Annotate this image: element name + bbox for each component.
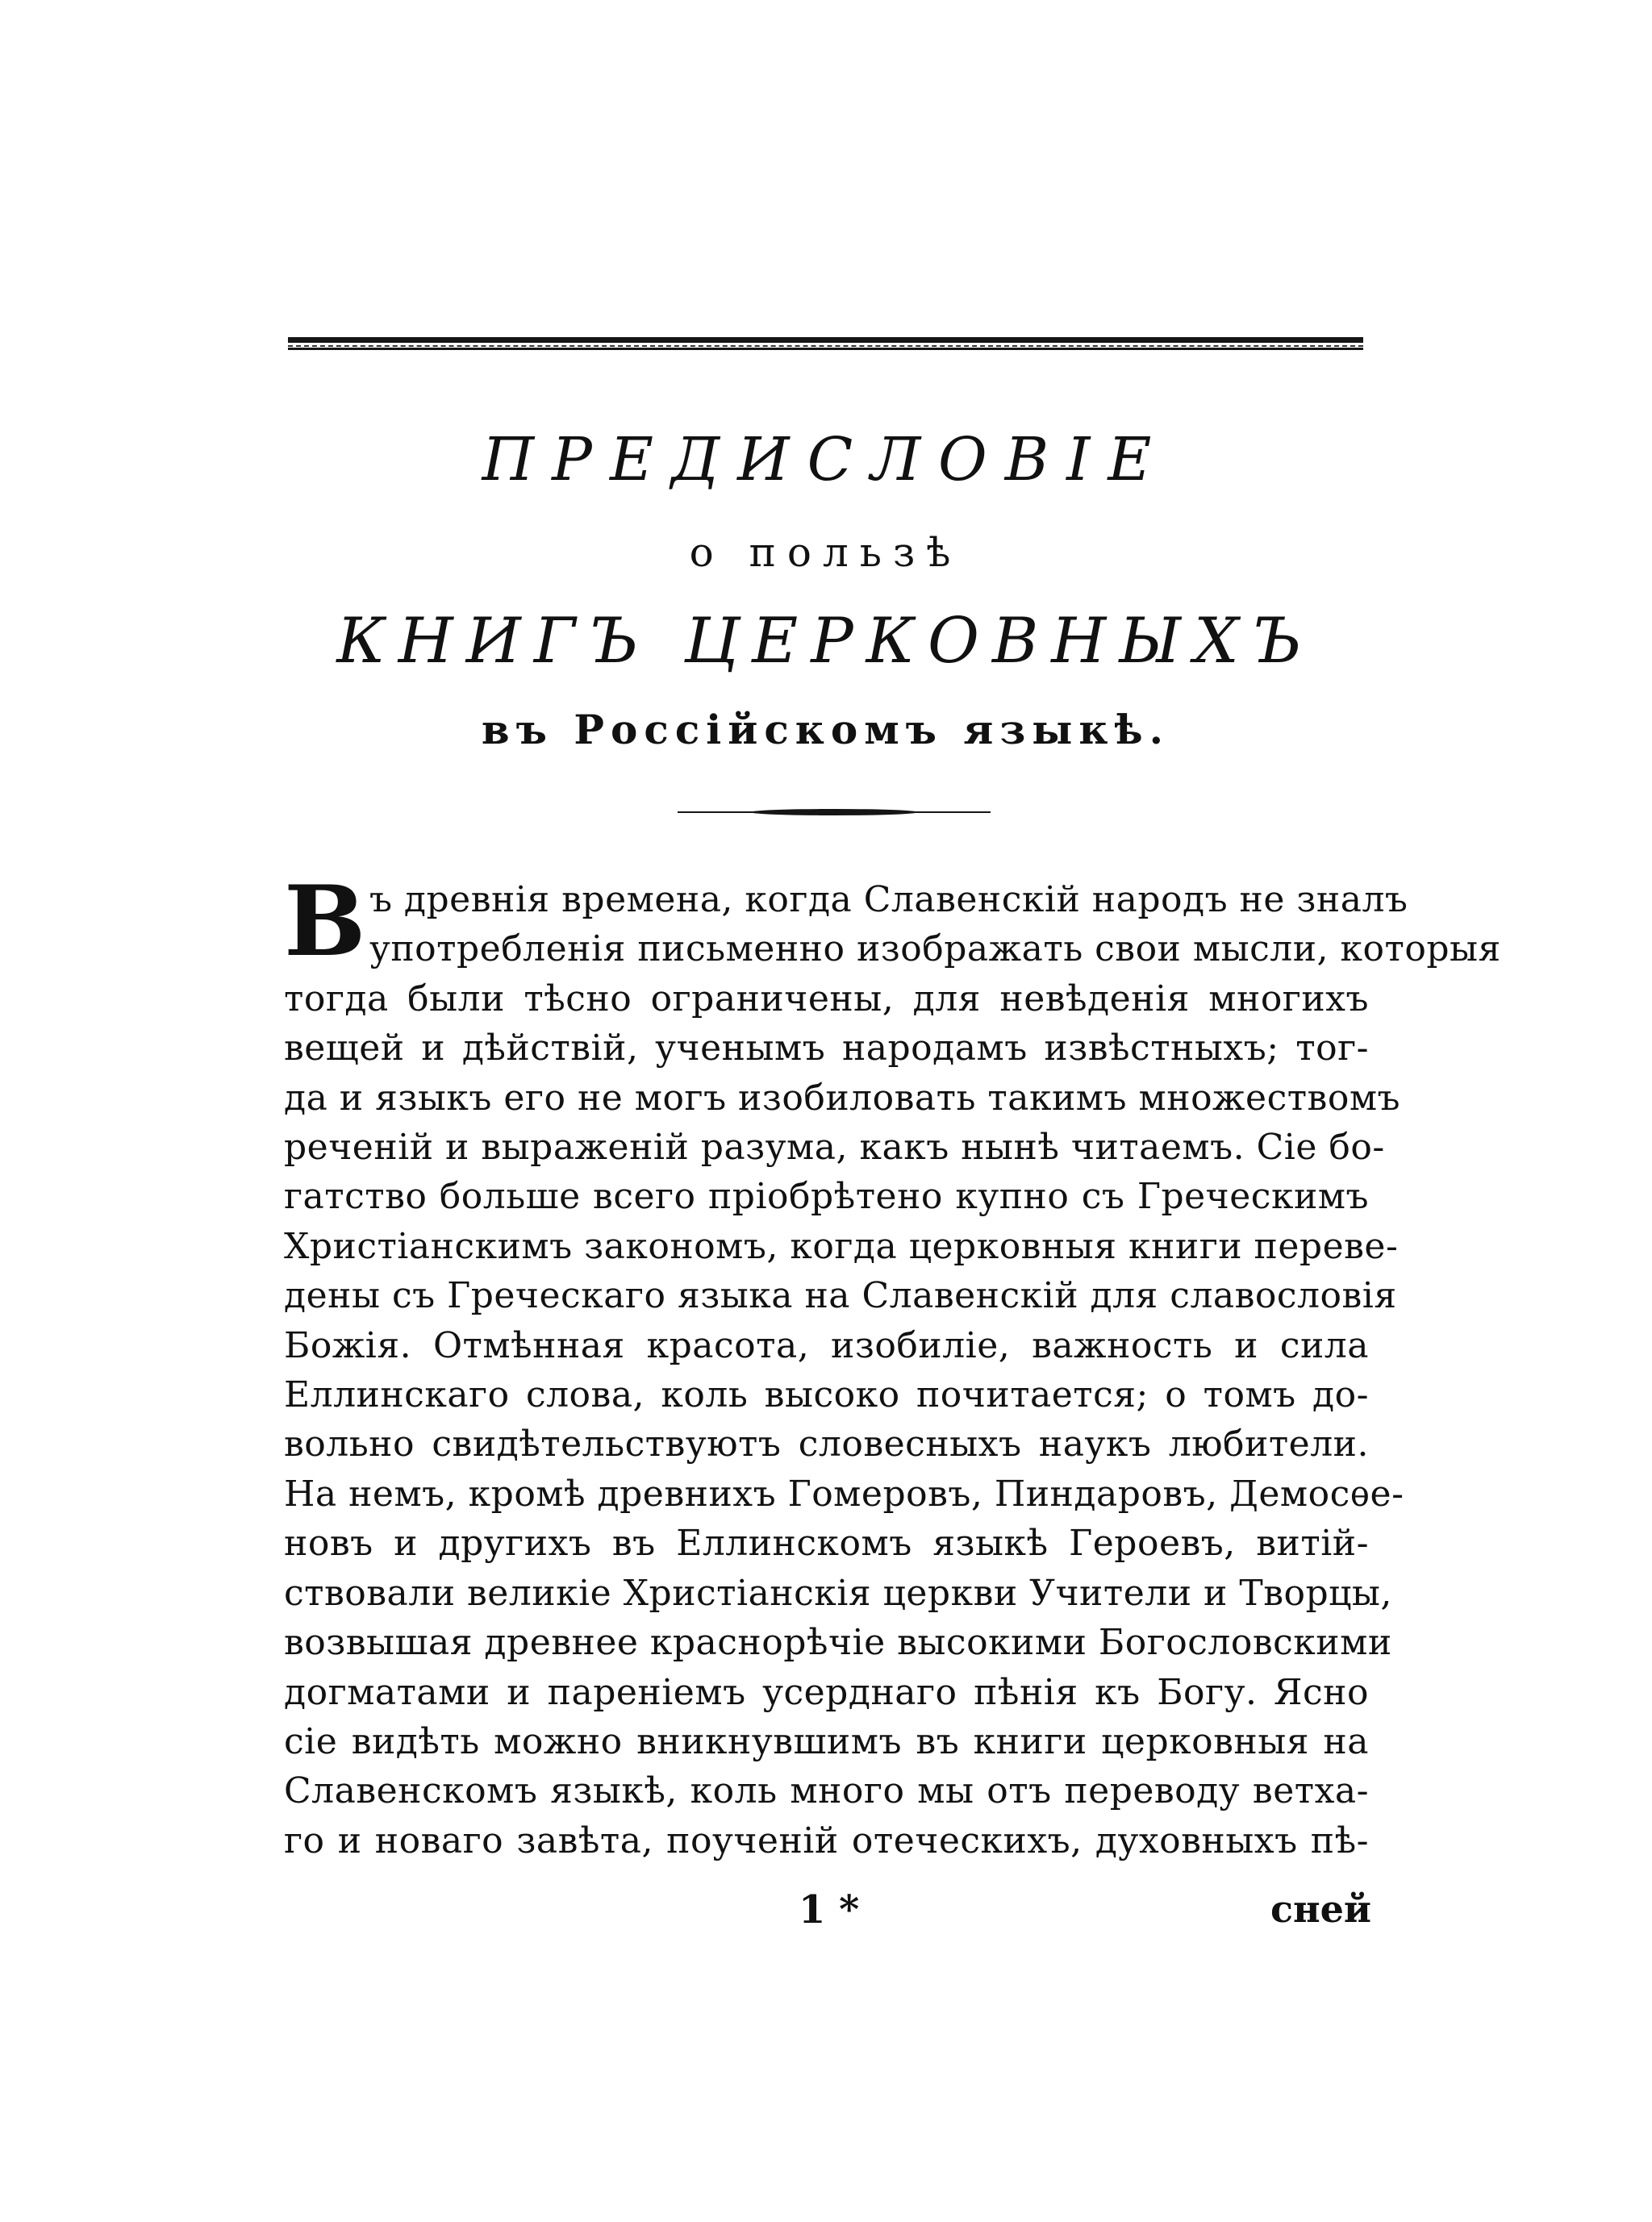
text-line: Христіанскимъ закономъ, когда церковныя книги переве- [284,1225,1399,1267]
subtitle-line-1: о пользѣ [689,529,962,576]
text-line: возвышая древнее краснорѣчіе высокими Богословскими [284,1622,1392,1664]
body-paragraph [284,865,1501,1866]
subtitle-line-2: КНИГЪ ЦЕРКОВНЫХЪ [336,605,1315,677]
text-line: ъ древнія времена, когда Славенскій народъ не зналъ [369,879,1408,920]
catchword: сней [1270,1887,1371,1931]
text-line: дены съ Греческаго языка на Славенскій для славословія [284,1275,1397,1317]
text-line: реченій и выраженій разума, какъ нынѣ читаемъ. Сіе бо- [284,1127,1385,1169]
drop-cap: В [284,865,366,978]
text-line: На немъ, кромѣ древнихъ Гомеровъ, Пиндаровъ, Демосѳе- [284,1473,1404,1515]
text-line: гатство больше всего пріобрѣтено купно съ Греческимъ [284,1176,1369,1218]
text-line: Славенскомъ языкѣ, коль много мы отъ переводу ветха- [284,1770,1369,1812]
text-line: вещей и дѣйствій, ученымъ народамъ извѣстныхъ; тог- [284,1028,1369,1069]
text-line: тогда были тѣсно ограничены, для невѣденія многихъ [284,978,1369,1019]
text-line: употребленія письменно изображать свои мысли, которыя [369,928,1501,970]
text-line: Божія. Отмѣнная красота, изобиліе, важность и сила [284,1324,1369,1366]
text-line: Еллинскаго слова, коль высоко почитается; о томъ до- [284,1374,1369,1416]
page-title: ПРЕДИСЛОВІЕ [482,425,1170,494]
signature-mark: 1 * [799,1887,860,1932]
ornamental-header-rule [288,337,1363,350]
text-line: да и языкъ его не могъ изобиловать такимъ множествомъ [284,1077,1401,1119]
text-line: ствовали великіе Христіанскія церкви Учители и Творцы, [284,1572,1392,1614]
text-line: го и новаго завѣта, поученій отеческихъ, духовныхъ пѣ- [284,1820,1369,1861]
text-line: сіе видѣть можно вникнувшимъ въ книги церковныя на [284,1720,1369,1762]
section-divider [678,809,991,815]
text-line: догматами и пареніемъ усерднаго пѣнія къ Богу. Ясно [284,1671,1369,1713]
subtitle-line-3: въ Россійскомъ языкѣ. [481,706,1170,753]
text-line: вольно свидѣтельствуютъ словесныхъ наукъ любители. [284,1424,1369,1465]
text-line: новъ и другихъ въ Еллинскомъ языкѣ Героевъ, витій- [284,1523,1369,1565]
